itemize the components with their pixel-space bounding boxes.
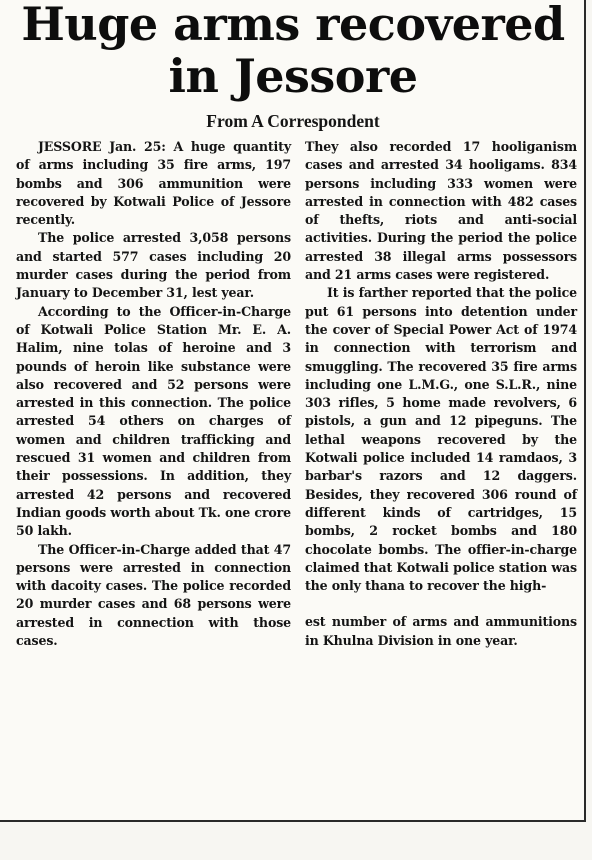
article-column-left: [16, 138, 291, 650]
paragraph: It is farther reported that the police put 61 persons into detention under the cover of Special Power Act of 1974 in connection with terrorism and smuggling. The recovered 35 fire arms including one L.M.G., one S.L.R., nine 303 rifles, 5 home made revolvers, 6 pistols, a gun and 12 pipeguns. The lethal weapons recovered by the Kotwali police included 14 ramdaos, 3 barbar's razors and 12 daggers. Besides, they recovered 306 round of different kinds of cartridges, 15 bombs, 2 rocket bombs and 180 chocolate bombs. The offier-in-charge claimed that Kotwali police station was the only thana to recover the high-: [305, 285, 577, 594]
paragraph: According to the Officer-in-Charge of Kotwali Police Station Mr. E. A. Halim, nine tolas of heroine and 3 pounds of heroin like substance were also recovered and 52 persons were arrested in this connection. The police arrested 54 others on charges of women and children trafficking and rescued 31 women and children from their possessions. In addition, they arrested 42 persons and recovered Indian goods worth about Tk. one crore 50 lakh.: [16, 303, 291, 539]
paragraph: They also recorded 17 hooliganism cases and arrested 34 hooligams. 834 persons including 333 women were arrested in connection with 482 cases of thefts, riots and anti-social activities. During the period the police arrested 38 illegal arms possessors and 21 arms cases were registered.: [305, 139, 577, 283]
headline: [4, 0, 582, 102]
article-column-right: [305, 138, 577, 650]
column-gap: [305, 595, 577, 613]
paragraph: The Officer-in-Charge added that 47 persons were arrested in connection with dacoity cases. The police recorded 20 murder cases and 68 persons were arrested in connection with those cases.: [16, 541, 291, 649]
paragraph: est number of arms and ammunitions in Khulna Division in one year.: [305, 614, 577, 648]
headline-line-2: in Jessore: [168, 49, 418, 103]
paragraph: JESSORE Jan. 25: A huge quantity of arms including 35 fire arms, 197 bombs and 306 ammunition were recovered by Kotwali Police of Jessore recently.: [16, 139, 291, 228]
paragraph: The police arrested 3,058 persons and started 577 cases including 20 murder cases during the period from January to December 31, lest year.: [16, 230, 291, 301]
byline: From A Correspondent: [206, 111, 380, 131]
headline-line-1: Huge arms recovered: [21, 0, 565, 51]
